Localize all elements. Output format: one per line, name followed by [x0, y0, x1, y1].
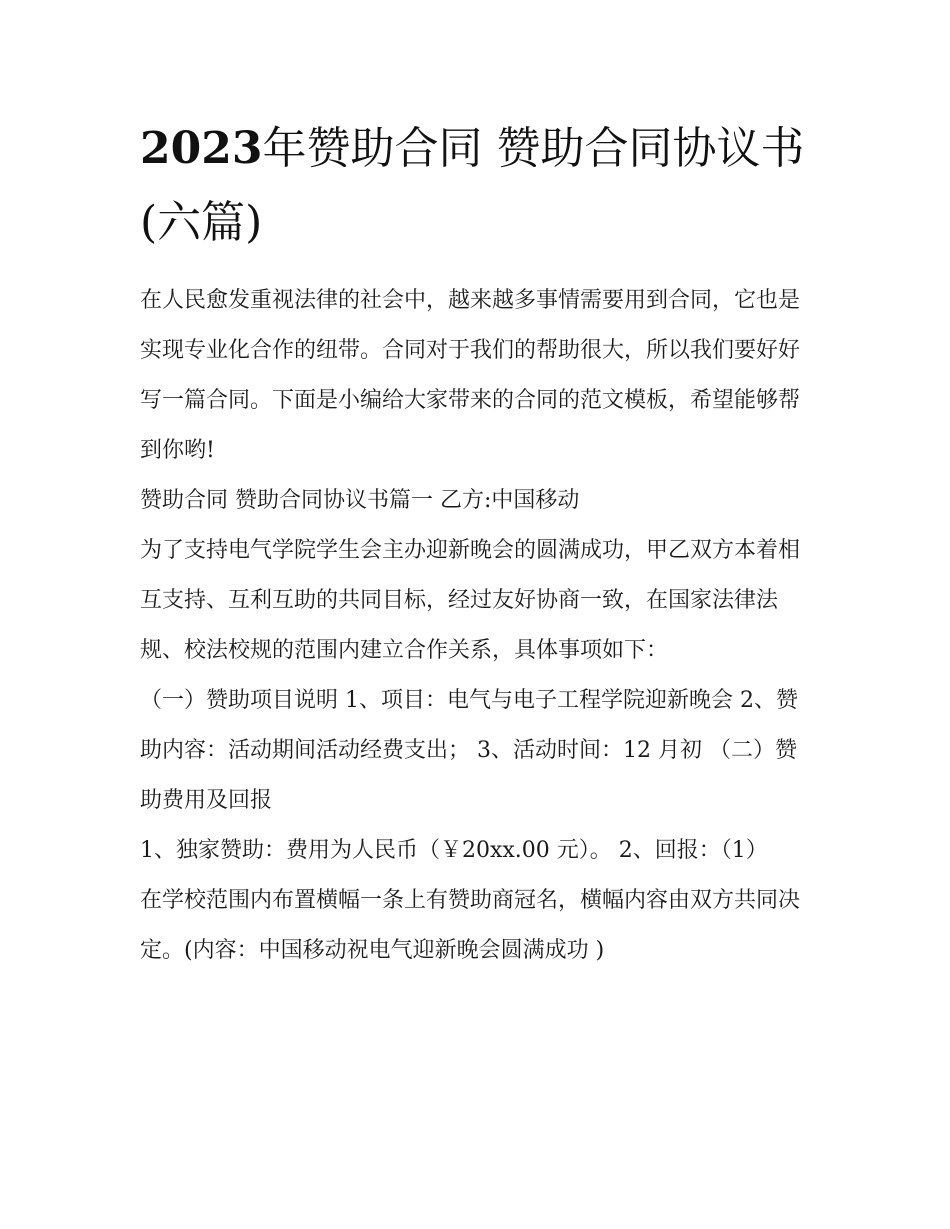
intro-paragraph: 在人民愈发重视法律的社会中，越来越多事情需要用到合同，它也是实现专业化合作的纽带。合同对于我们的帮助很大，所以我们要好好写一篇合同。下面是小编给大家带来的合同的范文模板，希望能够帮到你哟!	[140, 288, 801, 463]
title-text: 年赞助合同 赞助合同协议书(六篇)	[140, 123, 805, 248]
document-title	[140, 112, 820, 260]
sponsorship-items-paragraph: （一）赞助项目说明 1、项目：电气与电子工程学院迎新晚会 2、赞助内容：活动期间活动经费支出； 3、活动时间：12 月初 （二）赞助费用及回报	[140, 688, 798, 813]
title-year: 2023	[140, 123, 263, 174]
fee-paragraph: 1、独家赞助：费用为人民币（￥20xx.00 元）。 2、回报：（1）	[140, 838, 768, 863]
document-body	[140, 276, 816, 976]
banner-paragraph: 在学校范围内布置横幅一条上有赞助商冠名，横幅内容由双方共同决定。(内容：中国移动祝电气迎新晚会圆满成功 )	[140, 888, 801, 963]
section-heading: 赞助合同 赞助合同协议书篇一 乙方:中国移动	[140, 488, 580, 513]
purpose-paragraph: 为了支持电气学院学生会主办迎新晚会的圆满成功，甲乙双方本着相互支持、互利互助的共同目标，经过友好协商一致，在国家法律法规、校法校规的范围内建立合作关系，具体事项如下：	[140, 538, 801, 663]
